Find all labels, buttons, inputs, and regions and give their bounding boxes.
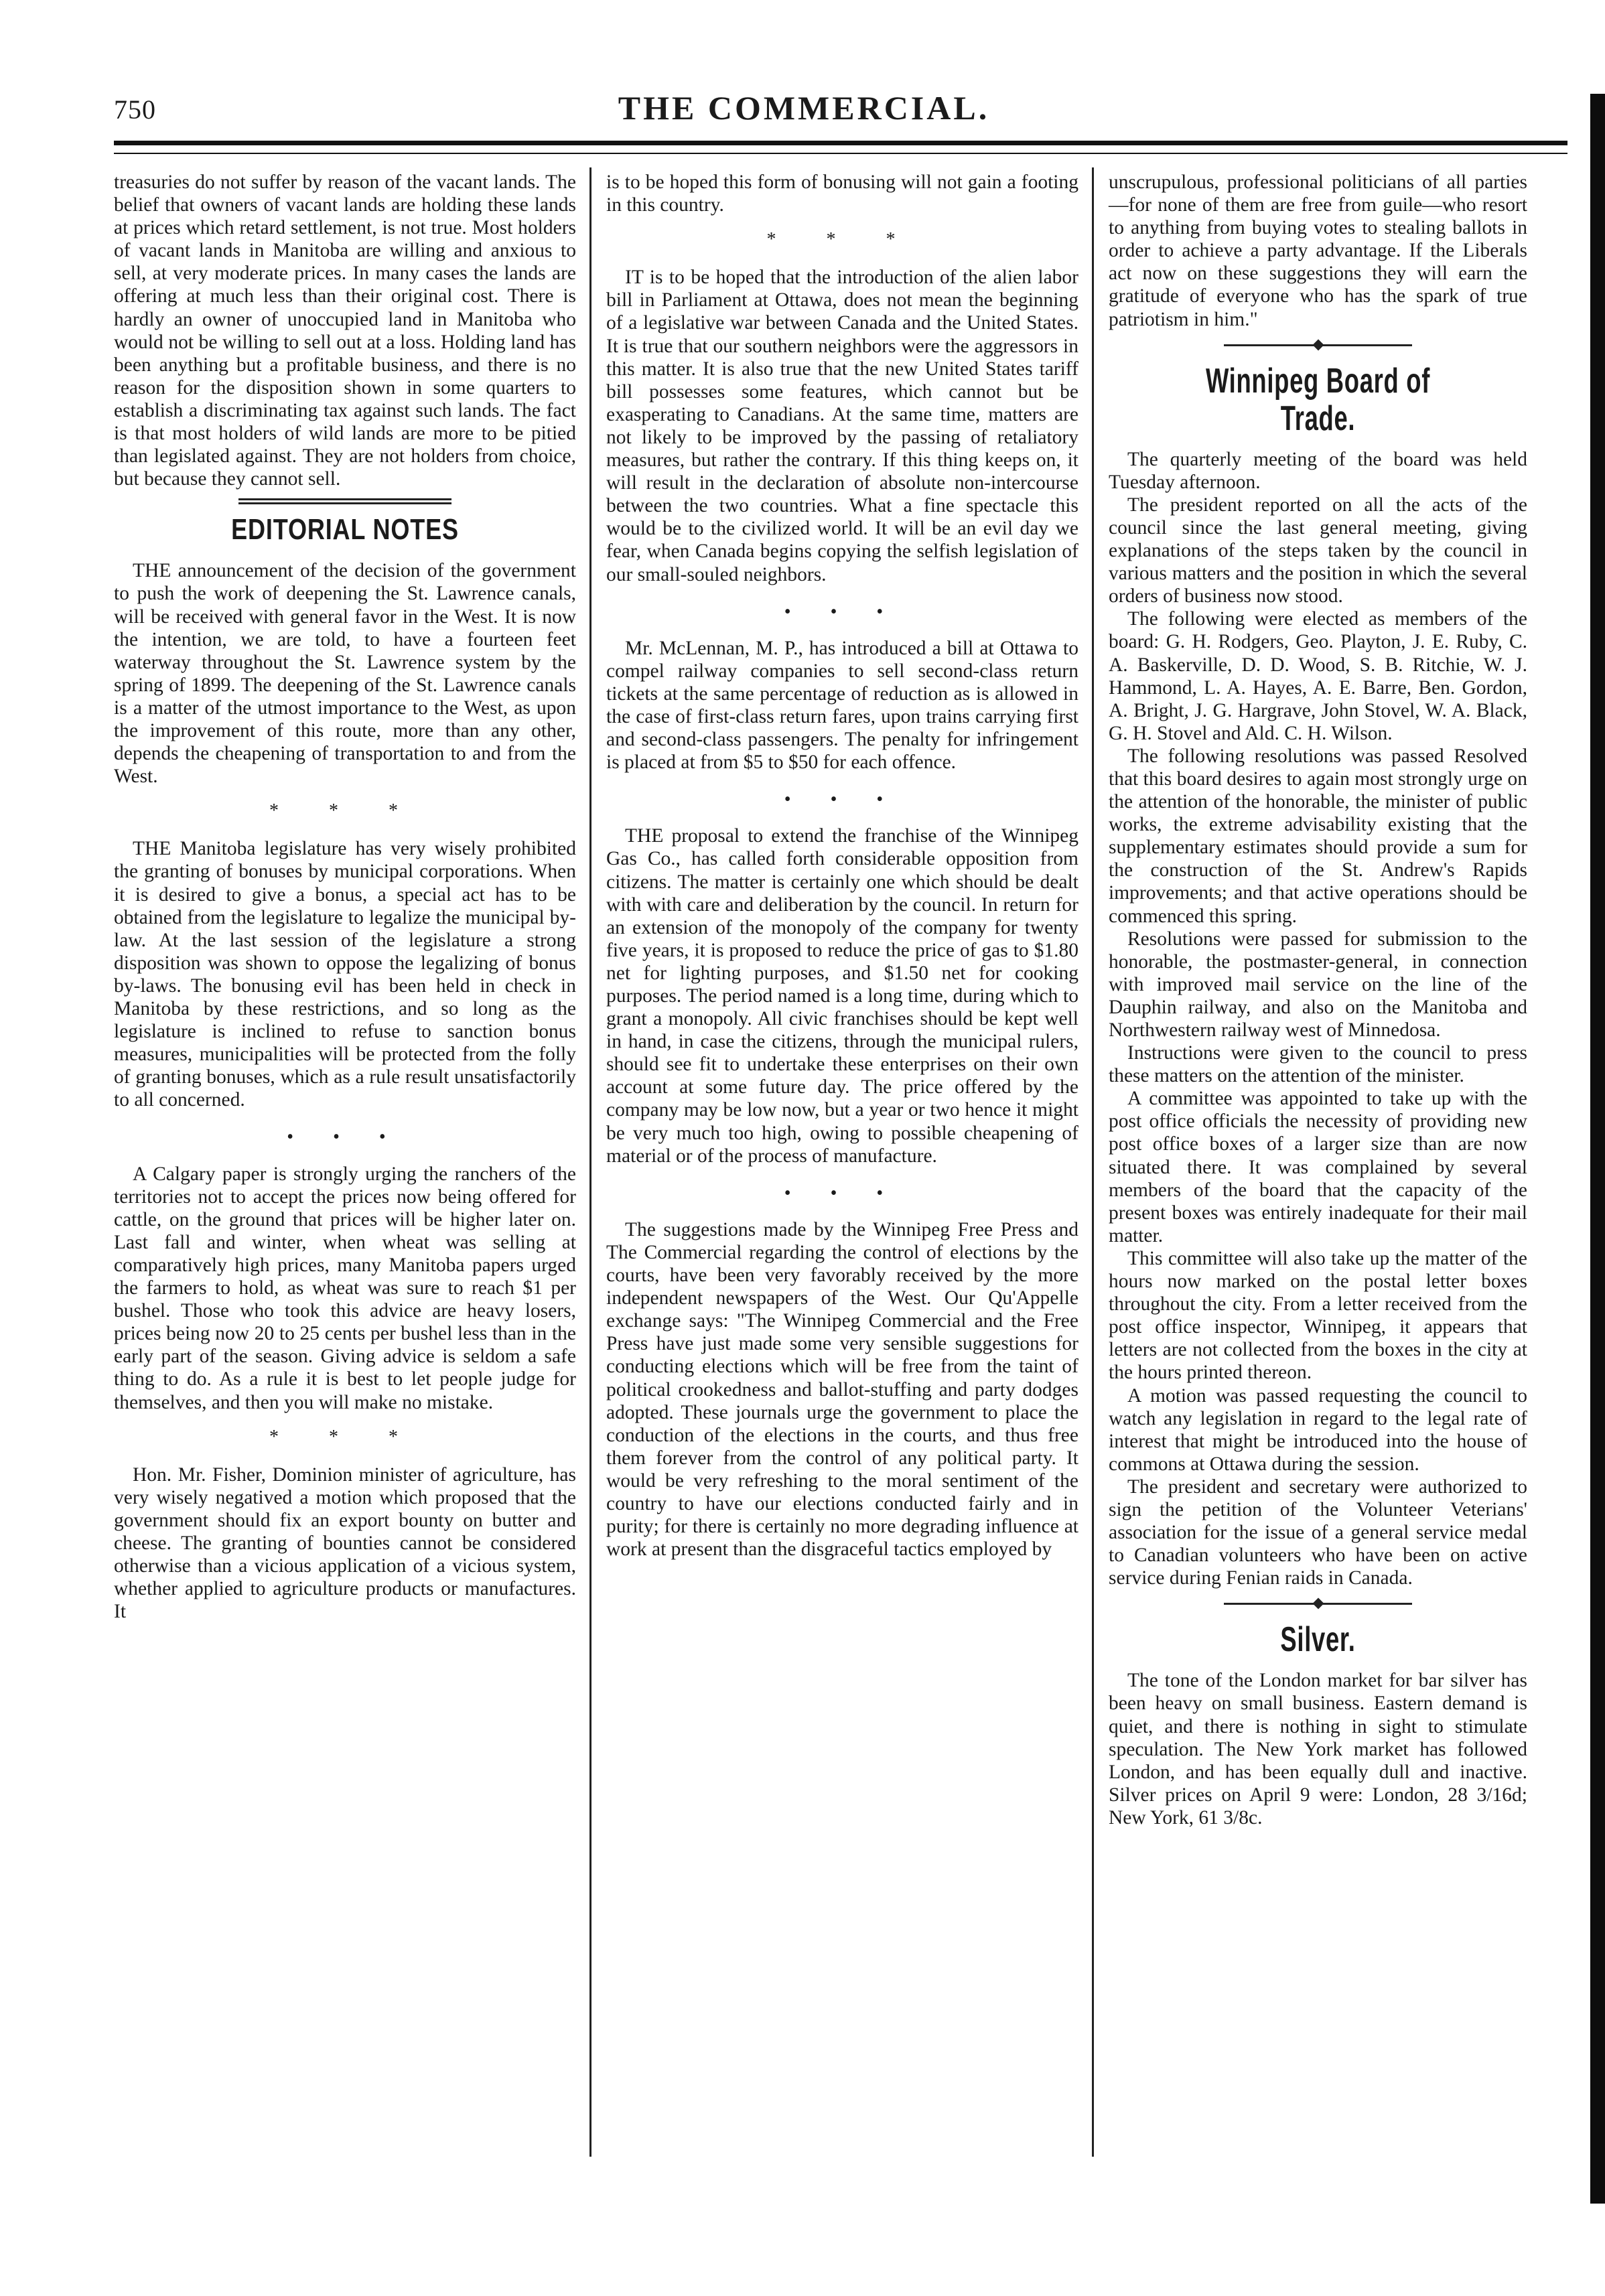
header-rule (114, 141, 1567, 145)
article-paragraph: unscrupulous, professional politicians of all parties—for none of them are free from guile—who resort to anything from buying votes to stealing ballots in order to achieve a party advantage. If the Liberals act now on these suggestions they will earn the gratitude of everyone who has the spark of true patriotism in him." (1109, 171, 1527, 330)
section-heading-silver: Silver. (1280, 1620, 1356, 1660)
ornament-rule (1224, 344, 1412, 346)
column-1 (114, 171, 576, 1623)
article-paragraph: The following resolutions was passed Resolved that this board desires to again most strongly urge on the attention of the honorable, the minister of public works, the extreme advisability existing that the supplementary estimates should provide a sum for the construction of the St. Andrew's Rapids improvements; and that active operations should be commenced this spring. (1109, 745, 1527, 927)
article-paragraph: Instructions were given to the council to press these matters on the attention of the minister. (1109, 1042, 1527, 1087)
dot-separator: • • • (784, 789, 901, 810)
page-edge-bar (1590, 94, 1605, 2204)
column-2 (606, 171, 1078, 1561)
column-divider-2 (1092, 167, 1094, 2157)
masthead-title: THE COMMERCIAL. (618, 89, 990, 127)
page-number: 750 (114, 94, 156, 125)
article-paragraph: The president reported on all the acts of the council since the last general meeting, giving explanations of the steps taken by the council in various matters and the position in which the several orders of business now stood. (1109, 494, 1527, 607)
article-paragraph: The tone of the London market for bar silver has been heavy on small business. Eastern demand is quiet, and there is nothing in sight to stimulate speculation. The New York market has followed London, and has been equally dull and inactive. Silver prices on April 9 were: London, 28 3/16d; New York, 61 3/8c. (1109, 1670, 1527, 1828)
editorial-note: Hon. Mr. Fisher, Dominion minister of agriculture, has very wisely negatived a motion which proposed that the government should fix an export bounty on butter and cheese. The granting of bounties cannot be considered otherwise than a vicious application of a vicious system, whether applied to agriculture products or manufactures. It (114, 1463, 576, 1623)
dot-separator: • • • (784, 1182, 901, 1204)
editorial-note: THE proposal to extend the franchise of the Winnipeg Gas Co., has called forth considerable opposition from citizens. The matter is certainly one which should be dealt with with care and deliberation by the council. In return for an extension of the monopoly of the company for twenty five years, it is proposed to reduce the price of gas to $1.80 net for lighting purposes, and $1.50 net for cooking purposes. The period named is a long time, during which to grant a monopoly. All civic franchises should be kept well in hand, in case the citizens, through the municipal rulers, should see fit to undertake these enterprises on their own account at some future day. The price offered by the company may be low now, but a year or two hence it might be very much too high, owing to possible cheapening of material or of the process of manufacture. (606, 825, 1078, 1167)
star-separator: * * * (269, 800, 421, 822)
article-paragraph: The president and secretary were authorized to sign the petition of the Volunteer Veterians' association for the issue of a general service medal to Canadian volunteers who have been on active service during Fenian raids in Canada. (1109, 1476, 1527, 1589)
ornament-rule (1224, 1603, 1412, 1605)
article-paragraph: A motion was passed requesting the council to watch any legislation in regard to the legal rate of interest that might be introduced into the house of commons at Ottawa during the session. (1109, 1384, 1527, 1475)
article-paragraph: treasuries do not suffer by reason of the vacant lands. The belief that owners of vacant lands are holding these lands at prices which retard settlement, is not true. Most holders of vacant lands in Manitoba are willing and anxious to sell, at very moderate prices. In many cases the lands are offering at much less than their original cost. There is hardly an owner of unoccupied land in Manitoba who would not be willing to sell out at a loss. Holding land has been anything but a profitable business, and there is no reason for the disposition shown in some quarters to establish a discriminating tax against such lands. The fact is that most holders of wild lands are more to be pitied than legislated against. They are not holders from choice, but because they cannot sell. (114, 171, 576, 490)
header-rule-thin (114, 153, 1567, 154)
heading-rule (238, 498, 451, 500)
section-heading-board-of-trade: Winnipeg Board of Trade. (1205, 361, 1431, 438)
column-divider-1 (589, 167, 591, 2157)
editorial-note: A Calgary paper is strongly urging the ranchers of the territories not to accept the prices now being offered for cattle, on the ground that prices will be higher later on. Last fall and winter, when wheat was selling at comparatively high prices, many Manitoba papers urged the farmers to hold, as wheat was sure to reach $1 per bushel. Those who took this advice are heavy losers, prices being now 20 to 25 cents per bushel less than in the early part of the season. Giving advice is seldom a safe thing to do. As a rule it is best to let people judge for themselves, and then you will make no mistake. (114, 1163, 576, 1413)
section-heading-editorial-notes: EDITORIAL NOTES (231, 513, 459, 547)
column-3 (1109, 171, 1527, 1829)
editorial-note: Mr. McLennan, M. P., has introduced a bill at Ottawa to compel railway companies to sell second-class return tickets at the same percentage of reduction as is allowed in the case of first-class return fares, upon trains carrying first and second-class passengers. The penalty for infringement is placed at from $5 to $50 for each offence. (606, 637, 1078, 774)
article-paragraph: Resolutions were passed for submission to the honorable, the postmaster-general, in connection with improved mail service on the line of the Dauphin railway, and also on the Manitoba and Northwestern railway west of Minnedosa. (1109, 928, 1527, 1041)
article-paragraph: The quarterly meeting of the board was held Tuesday afternoon. (1109, 448, 1527, 493)
editorial-note: THE announcement of the decision of the government to push the work of deepening the St. Lawrence canals, will be received with general favor in the West. It is now the intention, we are told, to have a fourteen feet waterway throughout the St. Lawrence system by the spring of 1899. The deepening of the St. Lawrence canals is a matter of the utmost importance to the West, as upon the improvement of this route, more than any other, depends the cheapening of transportation to and from the West. (114, 560, 576, 788)
star-separator: * * * (766, 229, 918, 250)
dot-separator: • • • (784, 601, 901, 622)
editorial-note: IT is to be hoped that the introduction of the alien labor bill in Parliament at Ottawa, does not mean the beginning of a legislative war between Canada and the United States. It is true that our southern neighbors were the aggressors in this matter. It is also true that the new United States tariff bill possesses some features, which cannot but be exasperating to Canadians. At the same time, matters are not likely to be improved by the passing of retaliatory measures, but rather the contrary. If this thing keeps on, it will result in the declaration of absolute non-intercourse between the two countries. What a fine spectacle this would be to the civilized world. It will be an evil day we fear, when Canada begins copying the selfish legislation of our small-souled neighbors. (606, 267, 1078, 585)
editorial-note: The suggestions made by the Winnipeg Free Press and The Commercial regarding the control of elections by the courts, have been very favorably received by the more independent newspapers of the West. Our Qu'Appelle exchange says: "The Winnipeg Commercial and the Free Press have just made some very sensible suggestions for conducting elections which will be free from the taint of political crookedness and ballot-stuffing and party dodges adopted. These journals urge the government to place the conduction of the elections in the courts, and thus free them forever from the control of any political party. It would be very refreshing to the moral sentiment of the country to have our elections conducted fairly and in purity; for there is certainly no more degrading influence at work at present than the disgraceful tactics employed by (606, 1218, 1078, 1561)
editorial-note: THE Manitoba legislature has very wisely prohibited the granting of bonuses by municipal corporations. When it is desired to give a bonus, a special act has to be obtained from the legislature to legalize the municipal by-law. At the last session of the legislature a strong disposition was shown to oppose the legalizing of bonus by-laws. The bonusing evil has been held in check in Manitoba by these restrictions, and so long as the legislature is inclined to refuse to sanction bonus measures, municipalities will be protected from the folly of granting bonuses, which as a rule result unsatisfactorily to all concerned. (114, 838, 576, 1111)
dot-separator: • • • (287, 1127, 403, 1148)
article-paragraph: is to be hoped this form of bonusing will not gain a footing in this country. (606, 171, 1078, 216)
star-separator: * * * (269, 1426, 421, 1447)
article-paragraph: A committee was appointed to take up with the post office officials the necessity of providing new post office boxes of a larger size than are now situated there. It was complained by several members of the board that the capacity of the present boxes was entirely inadequate for their mail matter. (1109, 1088, 1527, 1246)
article-paragraph: The following were elected as members of the board: G. H. Rodgers, Geo. Playton, J. E. Ruby, C. A. Baskerville, D. D. Wood, S. B. Ritchie, W. J. Hammond, L. A. Hayes, A. E. Barre, Ben. Gordon, A. Bright, J. G. Hargrave, John Stovel, W. A. Black, G. H. Stovel and Ald. C. H. Wilson. (1109, 608, 1527, 744)
article-paragraph: This committee will also take up the matter of the hours now marked on the postal letter boxes throughout the city. From a letter received from the post office inspector, Winnipeg, it appears that letters are not collected from the boxes in the city at the hours printed thereon. (1109, 1247, 1527, 1384)
